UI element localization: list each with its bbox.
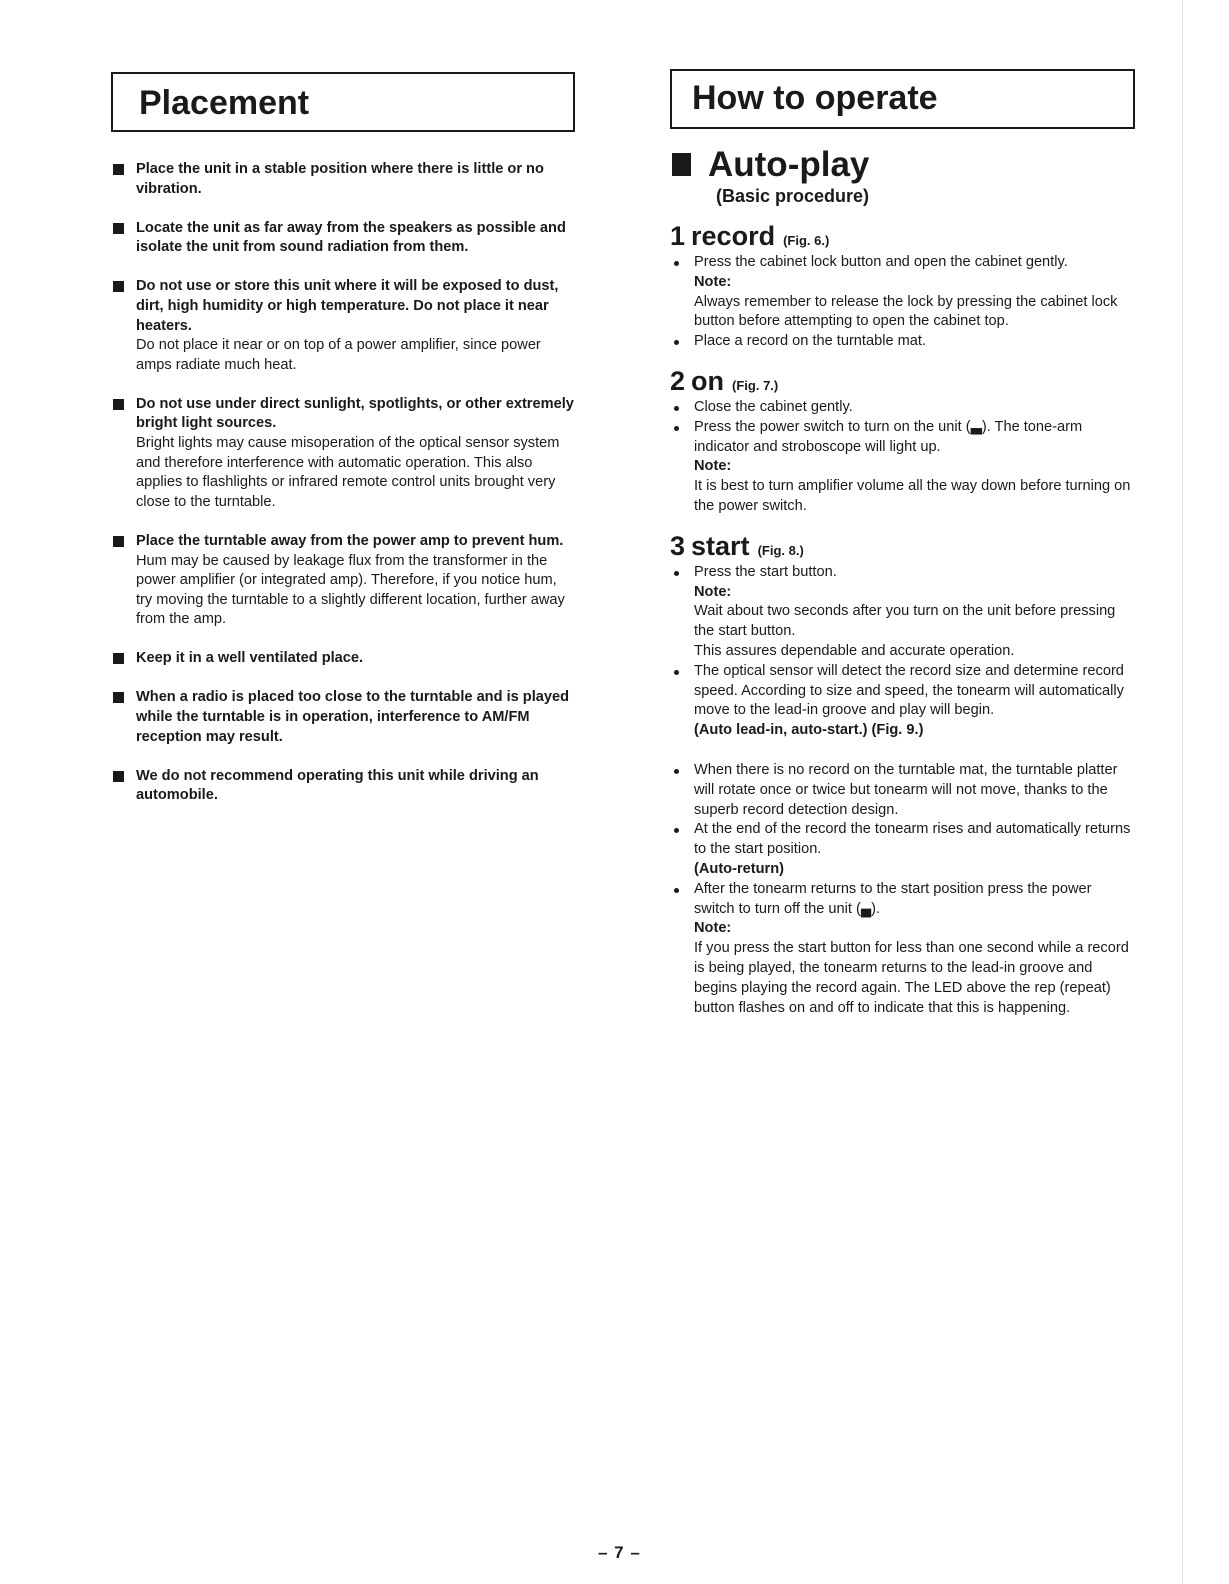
bullet-dot-icon [674,670,679,675]
square-bullet-icon [672,153,691,176]
step-3-bullet: The optical sensor will detect the record size and determine record speed. According to size and speed, the tonearm will automatically move to the lead-in groove and play will begin. (Auto lead-in, auto-start.) (Fig. 9.) [670,662,1135,741]
step-3-bullet: When there is no record on the turntable mat, the turntable platter will rotate once or twice but tonearm will not move, thanks to the superb record detection design. [670,761,1135,820]
note-label: Note: [694,273,732,290]
bullet-dot-icon [674,571,679,576]
list-item: When a radio is placed too close to the turntable and is played while the turntable is in operation, interference to AM/FM reception may result. [111,688,575,747]
bullet-dot-icon [674,888,679,893]
operate-title: How to operate [670,69,1135,129]
note-text: This assures dependable and accurate operation. [694,642,1015,659]
note-text: It is best to turn amplifier volume all the way down before turning on the power switch. [694,478,1131,514]
page-number: – 7 – [598,1543,641,1562]
list-item: Do not use under direct sunlight, spotlights, or other extremely bright light sources. Bright lights may cause misoperation of the optical sensor system and therefore interference with automatic operation. This also applies to flashlights or infrared remote control units brought very close to the turntable. [111,395,575,513]
step-2-bullet: Press the power switch to turn on the unit (▃). The tone-arm indicator and stroboscope will light up. [670,418,1135,458]
square-bullet-icon [113,536,124,547]
note-label: Note: [694,920,732,937]
spacer [670,741,1135,761]
list-item: We do not recommend operating this unit while driving an automobile. [111,767,575,806]
bullet-dot-icon [674,426,679,431]
square-bullet-icon [113,771,124,782]
square-bullet-icon [113,164,124,175]
bullet-dot-icon [674,261,679,266]
bullet-dot-icon [674,769,679,774]
placement-title: Placement [111,72,575,132]
square-bullet-icon [113,281,124,292]
list-item: Place the unit in a stable position where there is little or no vibration. [111,160,575,199]
note-text: Always remember to release the lock by pressing the cabinet lock button before attempting to open the cabinet top. [694,293,1118,330]
step-2-heading: 2 on (Fig. 7.) [670,365,779,396]
square-bullet-icon [113,223,124,234]
list-item: Do not use or store this unit where it will be exposed to dust, dirt, high humidity or high temperature. Do not place it near heaters. Do not place it near or on top of a power amplifier, since power amps radiate much heat. [111,277,575,375]
step-3-heading: 3 start (Fig. 8.) [670,530,804,561]
note-text: If you press the start button for less than one second while a record is being played, the tonearm returns to the lead-in groove and begins playing the record again. The LED above the rep (repeat) button flashes on and off to indicate that this is happening. [694,940,1129,1016]
autoplay-subtitle: (Basic procedure) [716,186,870,206]
list-item: Place the turntable away from the power amp to prevent hum. Hum may be caused by leakage flux from the transformer in the power amplifier (or integrated amp). Therefore, if you notice hum, try moving the turntable to a slightly different location, further away from the amp. [111,532,575,630]
step-1-heading: 1 record (Fig. 6.) [670,221,830,251]
step-2-bullet: Close the cabinet gently. [670,398,1135,418]
step-1-bullet: Press the cabinet lock button and open the cabinet gently. [670,253,1135,273]
scan-edge-line [1182,0,1183,1584]
square-bullet-icon [113,399,124,410]
bullet-dot-icon [674,340,679,345]
placement-section [111,72,575,825]
note-text: Wait about two seconds after you turn on the unit before pressing the start button. [694,603,1116,640]
step-3-bullet: At the end of the record the tonearm rises and automatically returns to the start position. (Auto-return) [670,820,1135,879]
note-label: Note: [694,583,732,600]
step-1-bullet: Place a record on the turntable mat. [670,332,1135,352]
list-item: Locate the unit as far away from the speakers as possible and isolate the unit from sound radiation from them. [111,219,575,258]
note-label: Note: [694,458,732,475]
autoplay-heading: Auto-play [670,145,1135,185]
bullet-dot-icon [674,406,679,411]
operate-section [670,69,1135,1018]
square-bullet-icon [113,653,124,664]
step-3-bullet: After the tonearm returns to the start position press the power switch to turn off the unit (▄). [670,880,1135,920]
placement-list [111,160,575,806]
step-3-bullet: Press the start button. [670,563,1135,583]
square-bullet-icon [113,692,124,703]
list-item: Keep it in a well ventilated place. [111,649,575,669]
bullet-dot-icon [674,828,679,833]
